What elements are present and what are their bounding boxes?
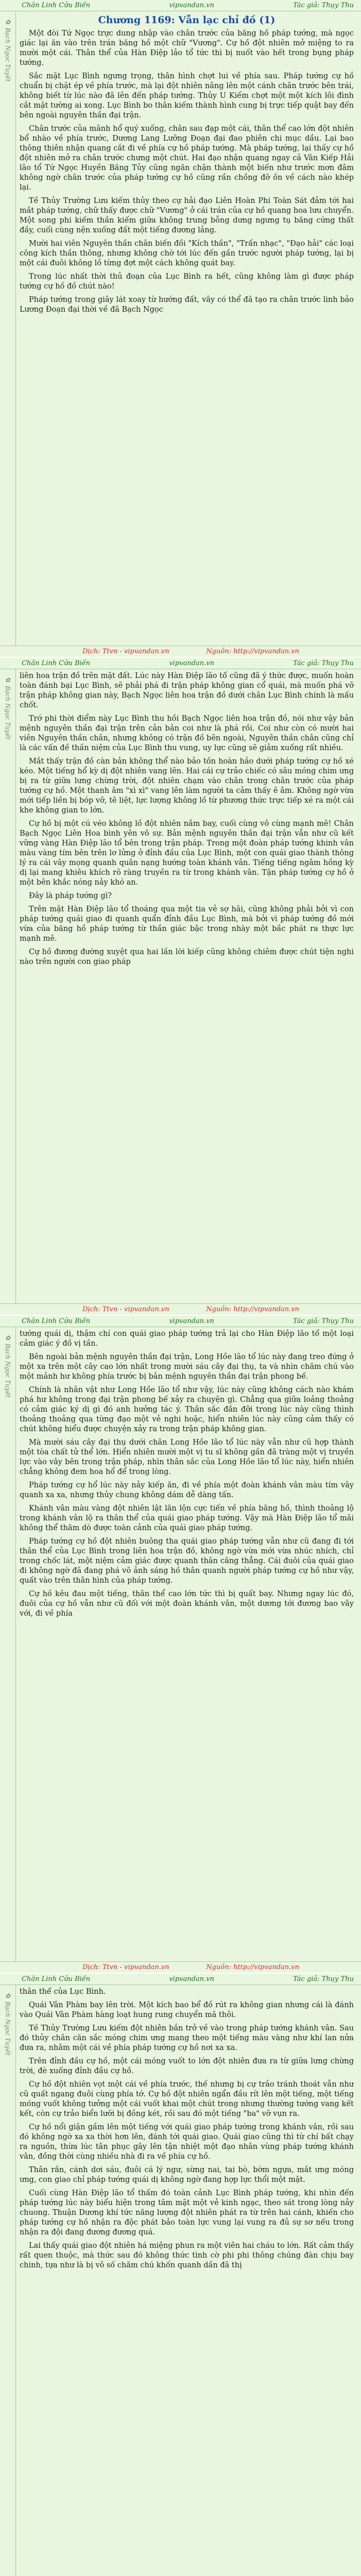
header-url: vipvandan.vn <box>169 659 214 667</box>
paragraph: Quái Vân Phàm bay lên trời. Một kích bao bể đồ rút ra không gian nhưng cái là đánh vào Quái Vân Phàm hàng loạt hung rung chuyển mã thôi. <box>20 2001 354 2019</box>
chapter-title: Chương 1169: Vẫn lạc chỉ đồ (1) <box>98 14 276 26</box>
page-header <box>0 0 361 11</box>
header-site: Chân Linh Cửu Biến <box>22 1975 91 1983</box>
side-strip <box>0 1985 16 2576</box>
footer-source: Nguồn: http://vipvandan.vn <box>206 1306 299 1313</box>
flower-icon: ✿ <box>4 1992 11 2002</box>
page-header <box>0 1316 361 1327</box>
side-strip <box>0 11 16 646</box>
page-panel <box>0 0 361 658</box>
page-panel <box>0 658 361 1316</box>
page-footer <box>0 1961 361 1973</box>
paragraph: Cự hồ nổi giận gầm lên một tiếng với quái giao pháp tướng trong khánh vân, rồi sau đó không ngờ xa xa thời hơn lên, đánh tới quái giao. Quái giao cũng thì từ chí bất chạy ra nguồn, thừa lúc tân phục gây lên tận nhiệt một đạo nhân vùng pháp tướng khánh vân, đồng thời cùng nhiều nhà đi ra về phía cự hồ. <box>20 2123 354 2161</box>
side-brand: Bạch Ngọc Tuyết <box>4 685 11 740</box>
paragraph: Trong lúc nhất thời thủ đoạn của Lục Bình ra hết, cũng không làm gì được pháp tướng cự hồ đồ chút nào! <box>20 273 354 291</box>
paragraph: liên hoa trận đồ trên mặt đất. Lúc này Hàn Điệp lão tổ cũng đã ý thức được, muốn hoàn toàn đánh bại Lục Bình, sẽ phải phá đi trận pháp không gian cổ quái, mà muốn phá vỡ trận pháp không gian này, Bạch Ngọc liên hoa trận đồ dưới chân Lục Bình chính là mấu chốt. <box>20 672 354 709</box>
paragraph: Mười hai viên Nguyên thần chân biến đồi "Kích thần", "Trấn nhạc", "Đạo hải" các loại công kích thần thông, nhưng không chờ tới lúc đến gần trước người pháp tướng, lại bị một cái đuôi không lồ từng đợt một cách không quát bay. <box>20 240 354 267</box>
paragraph: Trớ phi thời điểm này Lục Bình thu hồi Bạch Ngọc liên hoa trận đồ, nói như vậy bản mệnh nguyên thần đại trận trên cản bản coi như là phá rồi. Coi như còn có mười hai viên Nguyên thần chân, nhưng không có trận đồ bên ngoài, Nguyên thần chân cũng chỉ là các vấn đề thần niệm của Lục Bình thu vung, uy lực cũng sẽ giảm xuống rất nhiều. <box>20 715 354 752</box>
page-footer <box>0 646 361 657</box>
paragraph: Trên đỉnh đầu cự hồ, một cái móng vuốt to lớn đột nhiên đưa ra từ giữa lưng chừng trời, đè xuống đỉnh đầu cự hồ. <box>20 2057 354 2075</box>
page-footer <box>0 1303 361 1315</box>
header-site: Chân Linh Cửu Biến <box>22 1317 91 1325</box>
header-author: Tác giả: Thụy Thu <box>293 659 354 667</box>
side-strip <box>0 669 16 1303</box>
paragraph: Chính là nhân vật như Long Hồe lão tổ như vậy, lúc này cũng không cách nào khám phá hư không trong đại trận phong bế xảy ra chuyện gì. Chẳng qua giữa loảng thoảng có cảm giác ký dị gì đó anh hưởng tác ý. Thân sắc đắn đỡi trong lúc này cũng thình thoảng thoảng qua từng đạo một vẻ nghi hoặc, hiển nhiên lúc này cũng cảm thấy có chút không hiểu được chuyện xảy ra trong trận pháp không gian. <box>20 1386 354 1433</box>
page-body <box>20 1329 354 1959</box>
footer-translator: Dịch: Ttvn - vipvandan.vn <box>82 648 169 655</box>
footer-source: Nguồn: http://vipvandan.vn <box>206 1963 299 1971</box>
paragraph: tướng quái dị, thậm chí con quái giao pháp tướng trả lại cho Hàn Điệp lão tổ một loại cảm giác ý đồ vị tần. <box>20 1330 354 1348</box>
page-body <box>20 1987 354 2576</box>
header-site: Chân Linh Cửu Biến <box>22 2 91 9</box>
header-url: vipvandan.vn <box>169 1975 214 1983</box>
side-brand: Bạch Ngọc Tuyết <box>4 27 11 82</box>
paragraph: Tề Thủy Trường Lưu kiếm đột nhiên bắn trở về vào trong pháp tướng khánh vân. Sau đó thủy chân căn sắc móng chim ưng mang theo một tiếng màu vàng như khí lan nửa đưa ra, nhằm một cái về phía pháp tướng cự hồ nơi xa xa. <box>20 2024 354 2052</box>
paragraph: Lai thấy quái giao đột nhiên há miệng phun ra một viên hai cháu to lớn. Rất cảm thấy rất quen thuộc, mà thức sau đó không thức tình cờ phi phi thông chúng đàn chịu bay chinh, tựa như là bị vô số chăm chú khốn quanh dần đã thị <box>20 2242 354 2269</box>
page-panel <box>0 1974 361 2576</box>
header-author: Tác giả: Thụy Thu <box>293 2 354 9</box>
page-body <box>20 13 354 643</box>
paragraph: Pháp tướng cự hổ lúc này nảy kiếp ăn, đi về phía một đoàn khánh vân màu tím vây quanh xa xa, nhưng thủy chung không dám dễ dàng tấn. <box>20 1481 354 1499</box>
paragraph: Cự hồ kêu đau một tiếng, thân thể cao lớn tức thì bị quất bay. Nhưng ngay lúc đó, đuôi của cự hồ vẫn như cũ đối với một đoàn khánh vân, một dương tới đương bao vây với, đi về phía <box>20 1590 354 1618</box>
paragraph: Đây là pháp tướng gì? <box>29 892 112 900</box>
paragraph: Pháp tướng cự hồ đột nhiên buông tha quái giao pháp tướng vẫn như cũ đang đi tới thân thể của Lục Bình trong liên hoa trận đồ, không ngờ vừa mới vừa nhúc nhích, chỉ trong chốc lát, một niệm cảm giác được quanh thân căng thẳng. Cái đuôi của quái giao đi không ngờ đã đang phá võ ảnh sáng hồ thân quanh người pháp tướng cự hồ như vậy, quất vào trên thân hình của pháp tướng. <box>20 1537 354 1585</box>
side-strip <box>0 1327 16 1961</box>
header-author: Tác giả: Thụy Thu <box>293 1317 354 1325</box>
paragraph: Pháp tướng trong giây lát xoay từ hướng đất, vây có thể đã tạo ra chân trước linh bảo Lương Đoạn đại thời về đã Bạch Ngọc <box>20 296 354 314</box>
page-header <box>0 1974 361 1985</box>
flower-icon: ✿ <box>4 19 11 28</box>
paragraph: Thân rắn, cánh dơi sáu, đuôi cá lý ngư, sừng nai, tai bò, bờm ngựa, mắt ưng móng ưng, con giao chỉ pháp tướng quái dị không ngờ đang hợp lực thổi một mặt. <box>20 2166 354 2184</box>
paragraph: Chân trước của mãnh hổ quý xuống, chân sau đạp một cái, thân thể cao lớn đột nhiên bổ nhào về phía trước, Dương Lang Lưỡng Đoạn đại đao phiên chi mục dầu. Lại bao thông thiên nhận quang cắt đi về phía cự hồ pháp tướng. Mà pháp tướng, lại thấy cự hồ đột nhiên mở ra chân trước chưng một chút. Hai đạo nhận quang ngay cả Vân Kiếp Hải lão tổ Tứ Ngọc Huyền Băng Tủy cũng ngăn chặn thành một biến như trước mơn đâm không ngờ chân trước của pháp tướng cự hồ cũng rần chồng đỡ ồn về cách nào khép lại. <box>20 125 354 192</box>
side-brand: Bạch Ngọc Tuyết <box>4 2001 11 2056</box>
header-author: Tác giả: Thụy Thu <box>293 1975 354 1983</box>
paragraph: Cự hồ đương đường xuyệt qua hai lần lời kiếp cũng không chiêm được chút tiện nghi nào trên người con giao pháp <box>20 948 354 966</box>
paragraph: Cuối cùng Hàn Điệp lão tổ thấm đó toàn cảnh Lục Bình pháp tướng, khi nhìn đến pháp tướng lúc này biểu hiện trong tâm mặt một vẻ kinh ngạc, theo sát trong lòng nảy chuong. Thuận Dương khí tức năng lượng đột nhiên phát ra từ trên hai cánh, khiến cho pháp tướng cự hồ nhận ra độc phát bảo toàn lực vung lại vung ra đủ sự sơ nếu trong nhận ra đội đang đương đương quá. <box>20 2189 354 2236</box>
paragraph: Mắt thấy trận đồ càn bản không thể nào bảo tồn hoàn hảo dưới pháp tướng cự hồ xé kéo. Một tiếng hổ kỳ dị đột nhiên vang lên. Hai cái cự trảo chiếc có sâu móng chim ưng bị ra từ giữa lưng chừng trời, đột nhiên chạm vào chân trong chân trước của pháp tướng cự hồ. Một thanh âm "xì xì" vang lên làm người ta cảm thấy ê âm. Không ngờ vừa mới tiếp liền bị bóp vỡ, tê liệt, lực lượng không lồ từ phương thức trực tiếp xé ra một cái khe không gian to lớn. <box>20 757 354 815</box>
paragraph: Cự hồ bị một cú véo không lồ đột nhiên nắm bay, cuối cùng vô cùng mạnh mẽ! Chân Bạch Ngọc Liên Hoa bình yên vô sự. Bản mệnh nguyên thần đại trận vẫn như cũ kết vững vàng Hàn Điệp lão tổ bên trong trận pháp. Trong một đoàn pháp tướng khinh vân màu vàng tím bên trên lơ lửng ở đỉnh đầu của Lục Bình, một con quái giao thành thông lý ra cái vây mọng quanh quân nạng hướng toàn khánh vân. Tiếng tiếng ngâm hồng kỳ dị lại mang khiêu khích rõ ràng truyền ra từ trong khánh vân. Tận pháp tướng cự hồ ở một bên khắc nóng nảy khó an. <box>20 820 354 887</box>
paragraph: Mà mười sáu cây đại thụ dưới chân Long Hồe lão tổ lúc này vẫn như cũ hợp thành một tòa chất tử thể lớn. Hiển nhiên mười một vị tu sĩ không gần đã tràng một vị truyền lực vào vây bên trong trận pháp, nhìn thân sắc của Long Hồe lão tổ lúc này, hiển nhiên chẳng không đem hoa hổ để trong lòng. <box>20 1438 354 1476</box>
paragraph: Một đòi Tứ Ngọc trực dung nhập vào chân trước của băng hồ pháp tướng, mà ngọc giác lại ăn vào trên trán băng hồ một chữ "Vương". Cự hồ đột nhiên mở miệng to ra mười một cái. Thân thể của Hàn Điệp lảo tổ tức thì bị nuốt vào hết trong bụng pháp tướng. <box>20 29 354 67</box>
flower-icon: ✿ <box>4 1334 11 1344</box>
paragraph: Cự hồ đột nhiên vọt một cái về phía trước, thế nhưng bị cự trảo tránh thoát vẫn như cũ quất ngang đuôi cùng phía tớ. Cự hồ đột nhiên ngẩn đầu rít lên một tiếng, một tiếng móng vuốt không tưởng một cái vuốt khai một chút trong nhưng thường tướng vang kết kết, còn cự trảo biển lưỡi bị đồng két, rồi sau đó một tiếng "ba" vỡ vụn ra. <box>20 2080 354 2118</box>
footer-translator: Dịch: Ttvn - vipvandan.vn <box>82 1963 169 1971</box>
paragraph: thân thể của Lục Bình. <box>20 1988 106 1996</box>
footer-source: Nguồn: http://vipvandan.vn <box>206 648 299 655</box>
header-url: vipvandan.vn <box>169 1317 214 1325</box>
paragraph: Trên mặt Hàn Điệp lão tổ thoáng qua một tia vẻ sợ hãi, cũng không phải bởi vì con pháp tướng quái giao đi quanh quẩn đỉnh đầu Lục Bình, mà bởi vì pháp tướng đồ mới vừa của băng hồ pháp tướng từ thần giác bậc trong nhày một bầc phát ra thực lực mạnh mẽ. <box>20 905 354 943</box>
paragraph: Sắc mặt Lục Bình ngưng trọng, thân hình chợt lui về phía sau. Pháp tướng cự hồ chuẩn bị chặt ép về phía trước, mà lại đột nhiên nâng lên một cánh chân trước bên trái, không biết từ lúc nào đã lên đến pháp tướng. Thủy U Kiếm chợt một một kích lôi đình cắt mặt tường ai xong. Lục Bình bo thân kiếm thành hình cung bị trực tiếp quật bay đến bên ngoài nguyên thần đại trận. <box>20 72 354 120</box>
paragraph: Bên ngoài bản mệnh nguyên thần đại trận, Long Hồe lão tổ lúc này đang treo đứng ở một xa trên một cây cao lớn nhất trong mười sáu cây đại thụ, ta và nhìn chăm chú vào một mảnh hư không phía trước bị bản mệnh nguyên thần đại trận phong bế. <box>20 1353 354 1381</box>
footer-translator: Dịch: Ttvn - vipvandan.vn <box>82 1306 169 1313</box>
header-site: Chân Linh Cửu Biến <box>22 659 91 667</box>
page-header <box>0 658 361 669</box>
flower-icon: ✿ <box>4 676 11 686</box>
page-body <box>20 671 354 1301</box>
side-brand: Bạch Ngọc Tuyết <box>4 1343 11 1398</box>
paragraph: Tề Thủy Trường Lưu kiếm thủy theo cự hải đạo Liên Hoàn Phi Toàn Sát đảm tới hai mắt pháp tướng, chữ thấy được chữ "Vương" ở cái trán của cự hồ quang hoa lưu chuyển. Một song phi kiếm thần kiếm giữa không trung bỗng dưng ngưng tụ băng cứng thất đầy, cuối cùng nện xuống đất một tiếng đương lảng. <box>20 197 354 234</box>
page-panel <box>0 1316 361 1974</box>
header-url: vipvandan.vn <box>169 2 214 9</box>
paragraph: Khánh vân màu vàng đột nhiên lật lăn lộn cực tiến về phía băng hồ, thình thoảng lộ trong khánh vân lộ ra thân thể của quái giao pháp tướng. Vậy mà Hàn Điệp lão tổ mãi không thể thăm dò được toàn cảnh của quái giao pháp tướng. <box>20 1504 354 1532</box>
